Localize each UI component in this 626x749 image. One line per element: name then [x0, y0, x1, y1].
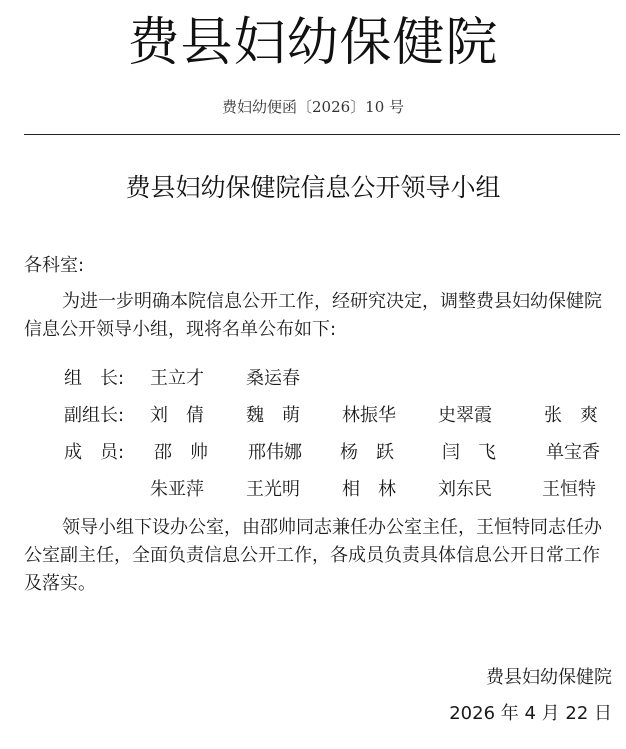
member-name: 刘东民 [438, 479, 492, 500]
signoff-organization: 费县妇幼保健院 [486, 667, 612, 688]
header-divider [24, 134, 620, 135]
member-name: 闫 飞 [442, 442, 496, 463]
member-label: 成 员: [64, 442, 125, 463]
signoff-date: 2026 年 4 月 22 日 [449, 703, 612, 724]
office-paragraph: 领导小组下设办公室，由邵帅同志兼任办公室主任，王恒特同志任办公室副主任，全面负责信息公开工作，各成员负责具体信息公开日常工作及落实。 [24, 517, 602, 594]
deputy-name: 史翠霞 [438, 405, 492, 426]
member-name: 相 林 [342, 479, 396, 500]
deputy-row [64, 401, 620, 431]
deputy-name: 魏 萌 [246, 405, 300, 426]
deputy-name: 林振华 [342, 405, 396, 426]
deputy-name: 刘 倩 [150, 405, 204, 426]
organization-header: 费县妇幼保健院 [127, 13, 499, 73]
member-name: 朱亚萍 [150, 479, 204, 500]
deputy-name: 张 爽 [544, 405, 598, 426]
document-number: 费妇幼便函〔2026〕10 号 [221, 98, 405, 116]
member-name: 杨 跃 [340, 442, 394, 463]
leader-name: 王立才 [150, 368, 204, 389]
deputy-label: 副组长: [64, 405, 125, 426]
intro-paragraph: 为进一步明确本院信息公开工作，经研究决定，调整费县妇幼保健院信息公开领导小组，现将名单公布如下: [24, 291, 602, 340]
member-name: 邢伟娜 [248, 442, 302, 463]
leader-row [64, 364, 620, 394]
member-name: 王恒特 [542, 479, 596, 500]
members-row [64, 438, 620, 468]
leader-name: 桑运春 [246, 368, 300, 389]
salutation: 各科室: [24, 255, 85, 276]
member-name: 单宝香 [546, 442, 600, 463]
member-name: 邵 帅 [154, 442, 208, 463]
document-title: 费县妇幼保健院信息公开领导小组 [125, 173, 501, 202]
leader-label: 组 长: [64, 368, 125, 389]
member-name: 王光明 [246, 479, 300, 500]
members-row [64, 475, 620, 505]
